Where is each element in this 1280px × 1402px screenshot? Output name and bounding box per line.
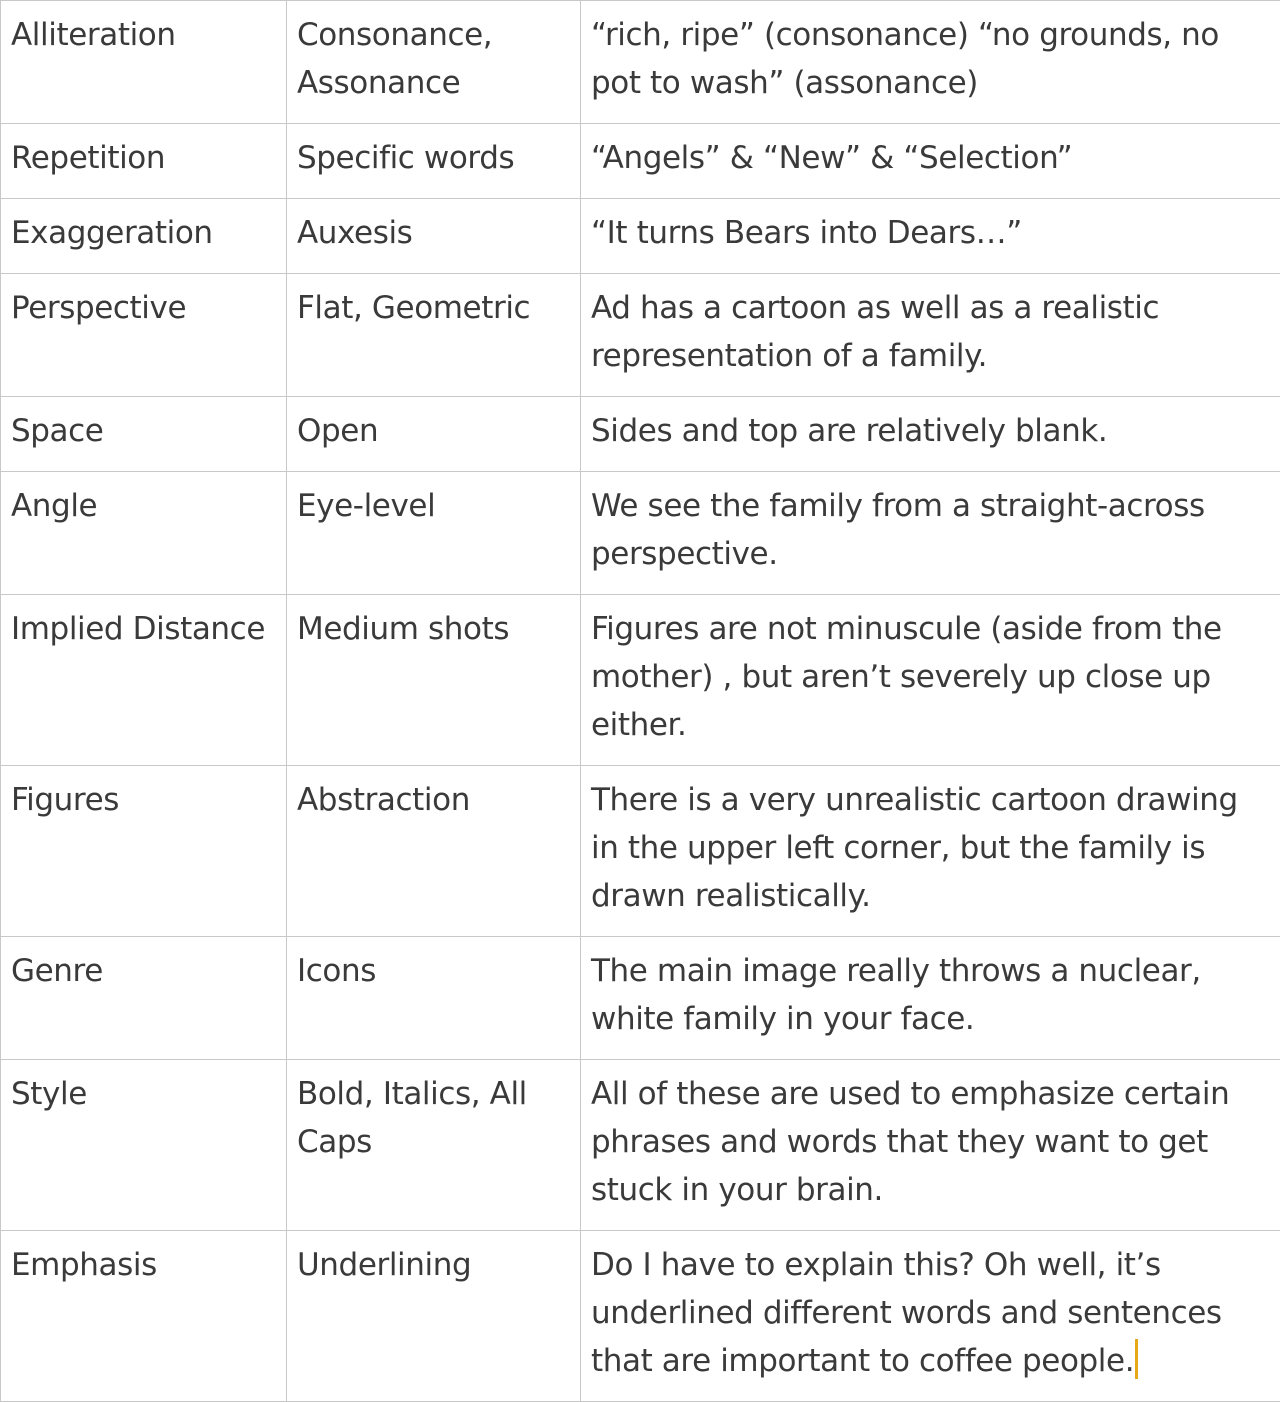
cell-device[interactable]: Genre <box>1 937 287 1060</box>
cell-example[interactable]: Sides and top are relatively blank. <box>581 397 1280 472</box>
cell-example[interactable]: “It turns Bears into Dears…” <box>581 199 1280 274</box>
cell-type[interactable]: Icons <box>287 937 581 1060</box>
cell-example[interactable]: Ad has a cartoon as well as a realistic representation of a family. <box>581 274 1280 397</box>
cell-type[interactable]: Auxesis <box>287 199 581 274</box>
table-row <box>1 1231 1280 1402</box>
cell-device[interactable]: Space <box>1 397 287 472</box>
cell-device[interactable]: Emphasis <box>1 1231 287 1402</box>
cell-type[interactable]: Open <box>287 397 581 472</box>
cell-example[interactable]: The main image really throws a nuclear, white family in your face. <box>581 937 1280 1060</box>
table-row <box>1 397 1280 472</box>
cell-example[interactable]: Figures are not minuscule (aside from the mother) , but aren’t severely up close up either. <box>581 595 1280 766</box>
cell-device[interactable]: Figures <box>1 766 287 937</box>
cell-example[interactable]: “Angels” & “New” & “Selection” <box>581 124 1280 199</box>
cell-device[interactable]: Alliteration <box>1 1 287 124</box>
cell-type[interactable]: Medium shots <box>287 595 581 766</box>
cell-example[interactable]: We see the family from a straight-across perspective. <box>581 472 1280 595</box>
cell-type[interactable]: Specific words <box>287 124 581 199</box>
table-row <box>1 274 1280 397</box>
cell-example[interactable]: All of these are used to emphasize certain phrases and words that they want to get stuck in your brain. <box>581 1060 1280 1231</box>
cell-example-text: Do I have to explain this? Oh well, it’s underlined different words and sentences that are important to coffee people. <box>591 1247 1222 1379</box>
cell-example[interactable] <box>581 1231 1280 1402</box>
cell-device[interactable]: Repetition <box>1 124 287 199</box>
table-row <box>1 1060 1280 1231</box>
table-row <box>1 937 1280 1060</box>
table-row <box>1 595 1280 766</box>
cell-type[interactable]: Eye-level <box>287 472 581 595</box>
cell-type[interactable]: Underlining <box>287 1231 581 1402</box>
cell-device[interactable]: Implied Distance <box>1 595 287 766</box>
cell-type[interactable]: Consonance, Assonance <box>287 1 581 124</box>
table-row <box>1 199 1280 274</box>
table-row <box>1 766 1280 937</box>
table-row <box>1 1 1280 124</box>
text-cursor <box>1135 1339 1138 1379</box>
cell-device[interactable]: Exaggeration <box>1 199 287 274</box>
cell-type[interactable]: Bold, Italics, All Caps <box>287 1060 581 1231</box>
cell-example[interactable]: “rich, ripe” (consonance) “no grounds, no pot to wash” (assonance) <box>581 1 1280 124</box>
table-row <box>1 124 1280 199</box>
table-row <box>1 472 1280 595</box>
cell-device[interactable]: Perspective <box>1 274 287 397</box>
cell-device[interactable]: Angle <box>1 472 287 595</box>
table-body <box>1 1 1280 1402</box>
cell-type[interactable]: Abstraction <box>287 766 581 937</box>
cell-type[interactable]: Flat, Geometric <box>287 274 581 397</box>
cell-device[interactable]: Style <box>1 1060 287 1231</box>
cell-example[interactable]: There is a very unrealistic cartoon drawing in the upper left corner, but the family is drawn realistically. <box>581 766 1280 937</box>
